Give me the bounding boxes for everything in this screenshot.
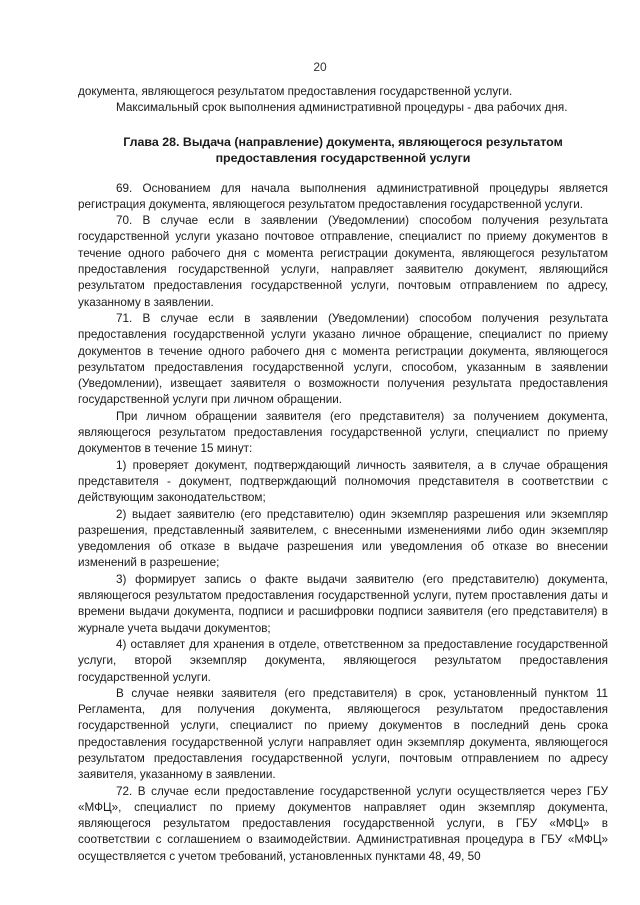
list-item-1: 1) проверяет документ, подтверждающий личность заявителя, а в случае обращения представителя - документ, подтверждающий полномочия представителя в соответствии с действующим законодательством; — [78, 458, 608, 505]
document-body — [78, 84, 608, 865]
paragraph-72: 72. В случае если предоставление государственной услуги осуществляется через ГБУ «МФЦ», специалист по приему документов направляет один экземпляр документа, являющегося результатом предоставления государственной услуги, в ГБУ «МФЦ» в соответствии с соглашением о взаимодействии. Административная процедура в ГБУ «МФЦ» осуществляется с учетом требований, установленных пунктами 48, 49, 50 — [78, 784, 608, 863]
list-item-4: 4) оставляет для хранения в отделе, ответственном за предоставление государственной услуги, второй экземпляр документа, являющегося результатом предоставления государственной услуги. — [78, 637, 608, 684]
paragraph-70: 70. В случае если в заявлении (Уведомлении) способом получения результата государственной услуги указано почтовое отправление, специалист по приему документов в течение одного рабочего дня с момента регистрации документа, являющегося результатом предоставления государственной услуги, направляет заявителю документ, являющийся результатом предоставления государственной услуги, почтовым отправлением по адресу, указанному в заявлении. — [78, 214, 608, 309]
list-item-2: 2) выдает заявителю (его представителю) один экземпляр разрешения или экземпляр разрешения, представленный заявителем, с внесенными изменениями либо один экземпляр уведомления об отказе в выдаче разрешения или уведомления об отказе во внесении изменений в разрешение; — [78, 507, 608, 570]
paragraph-71: 71. В случае если в заявлении (Уведомлении) способом получения результата предоставления государственной услуги указано личное обращение, специалист по приему документов в течение одного рабочего дня с момента регистрации документа, являющегося результатом предоставления государственной услуги, способом, указанным в заявлении (Уведомлении), извещает заявителя о возможности получения результата предоставления государственной услуги при личном обращении. — [78, 311, 608, 407]
chapter-title: Глава 28. Выдача (направление) документа, являющегося результатом предоставления государственной услуги — [123, 134, 563, 166]
paragraph-personal-request: При личном обращении заявителя (его представителя) за получением документа, являющегося результатом предоставления государственной услуги, специалист по приему документов в течение 15 минут: — [78, 409, 608, 456]
paragraph: документа, являющегося результатом предоставления государственной услуги. — [78, 85, 513, 98]
paragraph-no-show: В случае неявки заявителя (его представителя) в срок, установленный пунктом 11 Регламента, для получения документа, являющегося результатом предоставления государственной услуги, специалист по приему документов в последний день срока предоставления государственной услуги направляет один экземпляр документа, являющегося результатом предоставления государственной услуги, почтовым отправлением по адресу заявителя, указанному в заявлении. — [78, 686, 608, 782]
paragraph-69: 69. Основанием для начала выполнения административной процедуры является регистрация документа, являющегося результатом предоставления государственной услуги. — [78, 181, 608, 211]
paragraph: Максимальный срок выполнения административной процедуры - два рабочих дня. — [116, 101, 568, 115]
page-number: 20 — [313, 60, 327, 74]
list-item-3: 3) формирует запись о факте выдачи заявителю (его представителю) документа, являющегося результатом предоставления государственной услуги, путем проставления даты и времени выдачи документа, подписи и расшифровки подписи заявителя (его представителя) в журнале учета выдачи документов; — [78, 572, 608, 635]
